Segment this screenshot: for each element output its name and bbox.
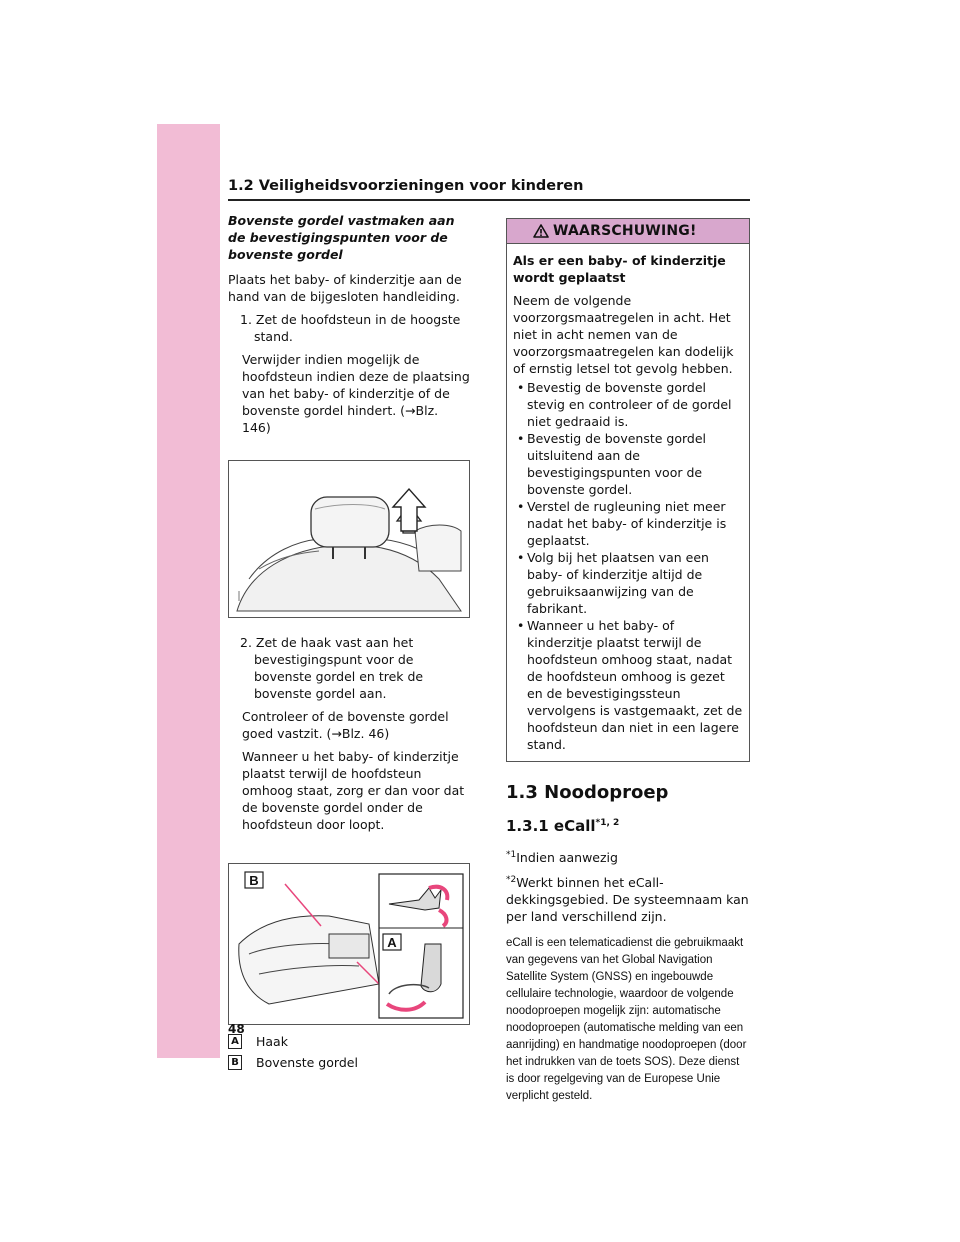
- subheading: Bovenste gordel vastmaken aan de bevestigingspunten voor de bovenste gordel: [228, 213, 455, 262]
- warning-body: [507, 244, 749, 761]
- subsection-title: 1.3.1 eCall$^{*1, 2}$: [506, 817, 620, 835]
- warning-icon: [533, 224, 549, 238]
- figure-label-b: B: [249, 873, 259, 888]
- tether-figure: [228, 863, 470, 1025]
- footnote-1: $^{*1}$Indien aanwezig: [506, 850, 618, 866]
- warning-bullet: • Volg bij het plaatsen van een baby- of kinderzitje altijd de gebruiksaanwijzing van de fabrikant.: [517, 550, 709, 616]
- figure-label-a: A: [387, 935, 397, 950]
- legend-item-b: [228, 1054, 470, 1071]
- warning-bullet: • Wanneer u het baby- of kinderzitje plaatst terwijl de hoofdsteun omhoog staat, nadat de hoofdsteun omhoog is gezet en de bevestigingssteun vervolgens is vastgemaakt, zet de hoofdsteun dan niet in een lagere stand.: [517, 618, 743, 752]
- left-column: [228, 212, 470, 1075]
- step-1: 1. Zet de hoofdsteun in de hoogste stand.: [240, 312, 461, 344]
- intro-text: Plaats het baby- of kinderzitje aan de hand van de bijgesloten handleiding.: [228, 272, 462, 304]
- step-2-note-1: Controleer of de bovenste gordel goed vastzit. (→Blz. 46): [242, 709, 449, 741]
- section-title: 1.3 Noodoproep: [506, 782, 669, 803]
- ecall-description: eCall is een telematicadienst die gebruikmaakt van gegevens van het Global Navigation Satellite System (GNSS) en ingebouwde cellulaire technologie, waardoor de volgende noodoproepen mogelijk zijn: automatische noodoproepen (automatische melding van een aanrijding) en handmatige noodoproepen (door het indrukken van de toets SOS). Deze dienst is door regelgeving van de Europese Unie verplicht gesteld.: [506, 937, 747, 1103]
- legend-item-a: [228, 1033, 470, 1050]
- warning-header: [507, 219, 749, 244]
- subsection-footnote-marks: *1, 2: [595, 818, 620, 828]
- legend-text-b: Bovenste gordel: [256, 1055, 358, 1070]
- warning-box: [506, 218, 750, 762]
- legend-key-a: A: [228, 1034, 242, 1049]
- warning-heading: WAARSCHUWING!: [553, 222, 697, 239]
- headrest-figure: [228, 460, 470, 618]
- warning-bullet: • Bevestig de bovenste gordel uitsluitend aan de bevestigingspunten voor de bovenste gordel.: [517, 431, 707, 497]
- footnote-2: $^{*2}$Werkt binnen het eCall-dekkingsgebied. De systeemnaam kan per land verschillend zijn.: [506, 875, 749, 925]
- warning-intro: Neem de volgende voorzorgsmaatregelen in acht. Het niet in acht nemen van de voorzorgsmaatregelen kan dodelijk of ernstig letsel tot gevolg hebben.: [513, 293, 734, 376]
- page-number: 48: [228, 1022, 245, 1036]
- step-1-note: Verwijder indien mogelijk de hoofdsteun indien deze de plaatsing van het baby- of kinderzitje of de bovenste gordel hindert. (→Blz. 146): [242, 352, 470, 435]
- page-side-tab: [157, 124, 220, 1058]
- section-header: 1.2 Veiligheidsvoorzieningen voor kinderen: [228, 178, 584, 194]
- warning-bullet: • Verstel de rugleuning niet meer nadat het baby- of kinderzitje is geplaatst.: [517, 499, 727, 548]
- legend-text-a: Haak: [256, 1034, 288, 1049]
- header-rule: [228, 199, 750, 201]
- right-column: [506, 218, 750, 1111]
- step-2-note-2: Wanneer u het baby- of kinderzitje plaatst terwijl de hoofdsteun omhoog staat, zorg er dan voor dat de bovenste gordel onder de hoofdsteun door loopt.: [242, 749, 465, 832]
- warning-bullet: • Bevestig de bovenste gordel stevig en controleer of de gordel niet gedraaid is.: [517, 380, 732, 429]
- warning-title: Als er een baby- of kinderzitje wordt geplaatst: [513, 253, 726, 285]
- step-2: 2. Zet de haak vast aan het bevestigingspunt voor de bovenste gordel en trek de bovenste gordel aan.: [240, 635, 424, 701]
- legend-key-b: B: [228, 1055, 242, 1070]
